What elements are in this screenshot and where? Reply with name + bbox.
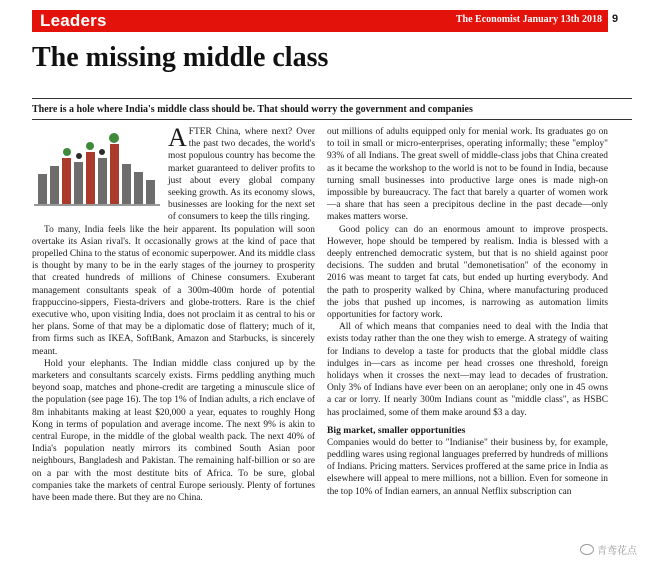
paragraph-6: All of which means that companies need to deal with the India that exists today rather than the one they wish to emerge. A strategy of waiting for Indians to develop a taste for products that the global middle class indulges in—cars as income per head crosses one threshold, foreign holidays when it crosses the next—may lead to decades of frustration. Only 3% of Indians have ever been on an aeroplane; only one in 45 owns a car or lorry. If nearly 300m Indians count as "middle class", as HSBC has proclaimed, some of them make around $3 a day. — [327, 322, 608, 418]
publication-date: The Economist January 13th 2018 — [455, 14, 602, 25]
article-subhead: There is a hole where India's middle class should be. That should worry the government and companies — [32, 104, 473, 115]
drop-cap: A — [168, 123, 187, 152]
wechat-icon — [580, 544, 594, 555]
section-header-bar — [32, 10, 608, 32]
article-headline: The missing middle class — [32, 42, 329, 73]
section-label: Leaders — [40, 11, 107, 30]
column-left — [32, 123, 315, 504]
paragraph-4: out millions of adults equipped only for menial work. Its graduates go on to toil in small or micro-enterprises, operating informally; these "employ" 93% of all Indians. The great swell of middle-class jobs that China created as it became the workshop to the world is not to be found in India, because turning small businesses into productive large ones is made nigh-on impossible by bureaucracy. The fact that barely a quarter of women work—a share that has seen a precipitous decline in the past decade—only makes matters worse. — [327, 127, 608, 223]
paragraph-2: To many, India feels like the heir apparent. Its population will soon overtake its Asian rival's. It occasionally grows at the kind of pace that propelled China to the status of economic superpower. And its middle class is thought by many to be in the early stages of the journey to prosperity that created hundreds of millions of Chinese consumers. Exuberant management consultants speak of a 300m-400m horde of potential frappuccino-sippers, Fiesta-drivers and globe-trotters. Rare is the chief executive who, upon visiting India, does not proclaim it as central to his or her plans. Some of that may be a diplomatic dose of flattery; much of it, from firms such as IKEA, SoftBank, Amazon and Starbucks, is sincerely meant. — [32, 224, 315, 357]
lead-paragraph-block — [168, 123, 315, 224]
divider-bottom — [32, 119, 632, 120]
watermark-text: 青鸢花点 — [597, 546, 637, 557]
paragraph-1-text: FTER China, where next? Over the past two decades, the world's most populous country has become the market guaranteed to deliver profits to just about every global company seeking growth. As its economy slows, businesses are looking for the next set of consumers to keep the tills ringing. — [168, 127, 315, 223]
paragraph-5: Good policy can do an enormous amount to improve prospects. However, hope should be tempered by realism. India is blessed with a deeply entrenched democratic system, but that is no shield against poor decisions. The sudden and brutal "demonetisation" of the economy in 2016 was meant to target fat cats, but ended up hurting everybody. And the path to prosperity walked by China, where manufacturing produced the jobs that pushed up incomes, is narrowing as automation limits opportunities for factory work. — [327, 224, 608, 321]
section-subheading: Big market, smaller opportunities — [327, 424, 466, 436]
paragraph-7: Companies would do better to "Indianise" their business by, for example, peddling wares using regional languages preferred by hundreds of millions of Indians. Pricing matters. Services proffered at the same price in India as elsewhere will appeal to mere millions, not a billion. Even for someone in the top 10% of Indian earners, an annual Netflix subscription can — [327, 437, 608, 497]
divider-top — [32, 98, 632, 99]
watermark — [580, 542, 637, 557]
paragraph-1 — [168, 123, 315, 224]
page-number: 9 — [612, 13, 619, 25]
column-right — [327, 126, 608, 498]
paragraph-3: Hold your elephants. The Indian middle class conjured up by the marketers and consultants scarcely exists. Firms peddling anything much beyond soap, matches and phone-credit are targeting a minuscule slice of the population (see page 16). The top 1% of Indian adults, a rich enclave of 8m inhabitants making at least $20,000 a year, equates to roughly Hong Kong in terms of population and average income. The next 9% is akin to central Europe, in the middle of the global wealth pack. The next 40% of India's population neatly mirrors its combined South Asian poor neighbours, Bangladesh and Pakistan. The remaining half-billion or so are on a par with the most destitute bits of Africa. To be sure, global companies take the markets of central Europe seriously. Plenty of fortunes have been made there. But they are no China. — [32, 358, 315, 504]
